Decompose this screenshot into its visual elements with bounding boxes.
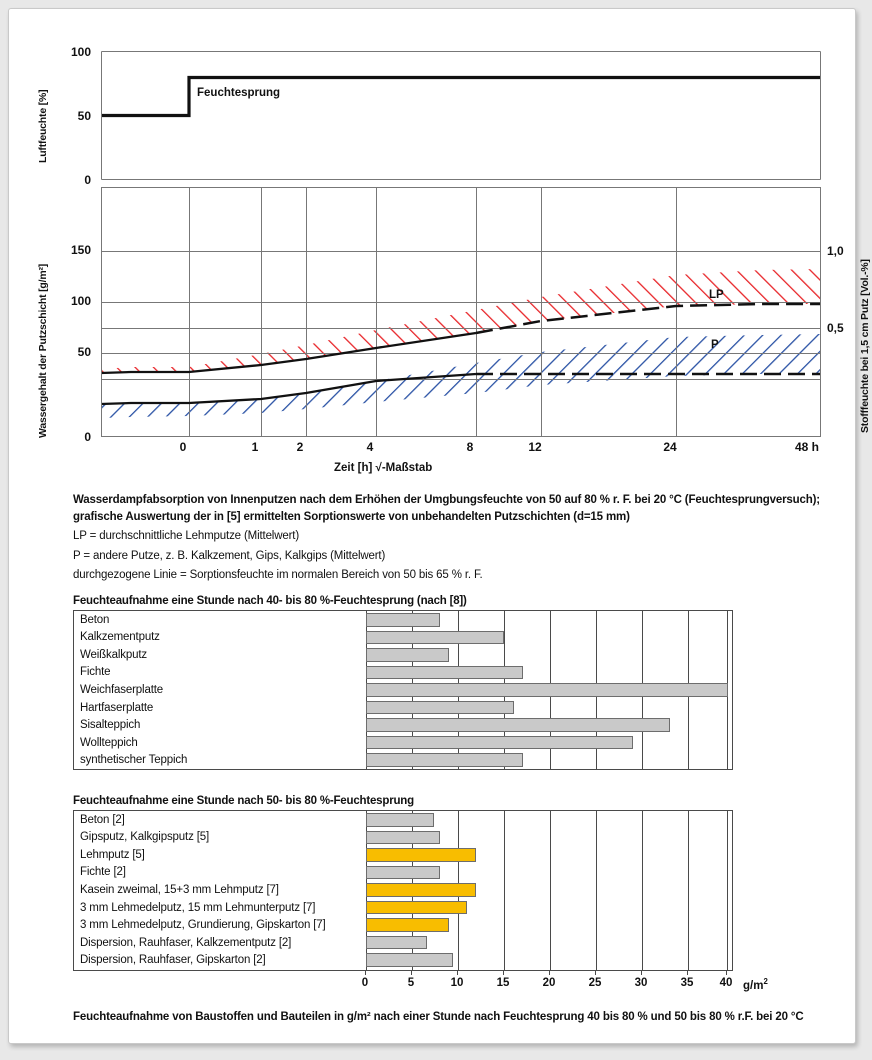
gridline-25 bbox=[596, 811, 597, 970]
bar bbox=[366, 848, 476, 862]
bar bbox=[366, 683, 728, 697]
sorption-ytick-150: 150 bbox=[70, 243, 91, 257]
caption-line-2: grafische Auswertung der in [5] ermittelten Sorptionswerte von unbehandelten Putzschichten (d=15 mm) bbox=[73, 510, 630, 523]
row-label: Fichte bbox=[80, 666, 111, 679]
figure-caption-top bbox=[73, 492, 843, 584]
bar bbox=[366, 613, 440, 627]
gridline-40 bbox=[727, 811, 728, 970]
row-label: synthetischer Teppich bbox=[80, 754, 188, 767]
axis-tick-35 bbox=[687, 970, 688, 975]
bar bbox=[366, 918, 449, 932]
axis-ticklabel-25: 25 bbox=[588, 977, 602, 989]
sorption-chart bbox=[37, 187, 871, 474]
table-row bbox=[74, 951, 732, 969]
caption-line-1: Wasserdampfabsorption von Innenputzen nach dem Erhöhen der Umgbungsfeuchte von 50 auf 80 % r. F. bei 20 °C (Feuchtesprungversuch); bbox=[73, 494, 820, 506]
axis-ticklabel-15: 15 bbox=[496, 977, 510, 989]
table-row bbox=[74, 611, 732, 629]
barchart-40-80-table bbox=[73, 610, 733, 770]
sorption-xtick-8: 8 bbox=[466, 440, 474, 454]
table-row bbox=[74, 629, 732, 647]
bar bbox=[366, 753, 523, 767]
row-label: Sisalteppich bbox=[80, 719, 141, 732]
table-row bbox=[74, 864, 732, 882]
gridline-35 bbox=[688, 811, 689, 970]
sorption-xtick-4: 4 bbox=[366, 440, 374, 454]
caption-line-3: LP = durchschnittliche Lehmputze (Mittelwert) bbox=[73, 530, 300, 542]
sorption-right-axis-title: Stofffeuchte bei 1,5 cm Putz [Vol.-%] bbox=[859, 259, 871, 433]
series-tag-p: P bbox=[711, 339, 719, 351]
sorption-ytick-100: 100 bbox=[70, 294, 91, 308]
row-label: Beton [2] bbox=[80, 813, 125, 826]
row-label: Kalkzementputz bbox=[80, 631, 160, 644]
row-label: Dispersion, Rauhfaser, Gipskarton [2] bbox=[80, 954, 266, 967]
barchart-40-80-title: Feuchteaufnahme eine Stunde nach 40- bis 80 %-Feuchtesprung (nach [8]) bbox=[73, 595, 467, 607]
series-tag-lp: LP bbox=[709, 289, 724, 301]
row-label: Weichfaserplatte bbox=[80, 683, 164, 696]
table-row bbox=[74, 829, 732, 847]
caption-line-5: durchgezogene Linie = Sorptionsfeuchte im normalen Bereich von 50 bis 65 % r. F. bbox=[73, 569, 483, 581]
table-row bbox=[74, 899, 732, 917]
row-label: Wollteppich bbox=[80, 736, 138, 749]
humidity-ytick-0: 0 bbox=[84, 173, 91, 187]
bar bbox=[366, 883, 476, 897]
row-label: Dispersion, Rauhfaser, Kalkzementputz [2] bbox=[80, 936, 292, 949]
humidity-plot bbox=[101, 37, 821, 189]
barchart-40-80-block bbox=[73, 595, 843, 770]
bar bbox=[366, 936, 427, 950]
sorption-x-axis-title: Zeit [h] √-Maßstab bbox=[334, 462, 433, 474]
bar bbox=[366, 953, 453, 967]
sorption-y-axis-title: Wassergehalt der Putzschicht [g/m²] bbox=[37, 263, 49, 438]
bar bbox=[366, 666, 523, 680]
bar bbox=[366, 631, 504, 645]
sorption-xtick-48: 48 h bbox=[794, 440, 819, 454]
axis-tick-20 bbox=[549, 970, 550, 975]
axis-ticklabel-5: 5 bbox=[407, 977, 415, 989]
bar bbox=[366, 866, 440, 880]
axis-tick-25 bbox=[595, 970, 596, 975]
barchart-50-80-title: Feuchteaufnahme eine Stunde nach 50- bis 80 %-Feuchtesprung bbox=[73, 795, 414, 807]
row-label: Weißkalkputz bbox=[80, 648, 148, 661]
sorption-right-ytick-05: 0,5 bbox=[827, 321, 844, 335]
axis-tick-10 bbox=[457, 970, 458, 975]
bar bbox=[366, 736, 633, 750]
humidity-ytick-100: 100 bbox=[70, 45, 91, 59]
gridline-15 bbox=[504, 811, 505, 970]
barchart-50-80-table bbox=[73, 810, 733, 970]
row-label: 3 mm Lehmedelputz, Grundierung, Gipskarton [7] bbox=[80, 919, 326, 932]
figure-page bbox=[8, 8, 871, 1044]
caption-line-4: P = andere Putze, z. B. Kalkzement, Gips, Kalkgips (Mittelwert) bbox=[73, 549, 386, 562]
axis-ticklabel-40: 40 bbox=[719, 977, 733, 989]
row-label: Fichte [2] bbox=[80, 866, 126, 879]
axis-tick-5 bbox=[411, 970, 412, 975]
humidity-step-chart bbox=[39, 37, 829, 189]
bar bbox=[366, 813, 434, 827]
sorption-ytick-0: 0 bbox=[84, 430, 91, 444]
sorption-xtick-24: 24 bbox=[663, 440, 677, 454]
barchart-50-80-block bbox=[73, 795, 863, 996]
sorption-ytick-50: 50 bbox=[77, 345, 91, 359]
barchart-50-80-axis bbox=[73, 970, 768, 996]
axis-ticklabel-20: 20 bbox=[542, 977, 556, 989]
sorption-xtick-12: 12 bbox=[528, 440, 542, 454]
axis-tick-15 bbox=[503, 970, 504, 975]
row-label: Gipsputz, Kalkgipsputz [5] bbox=[80, 831, 210, 844]
figure-caption-bottom: Feuchteaufnahme von Baustoffen und Bauteilen in g/m² nach einer Stunde nach Feuchtesprung 40 bis 80 % und 50 bis 80 % r.F. bei 20 °C bbox=[73, 1011, 804, 1023]
table-row bbox=[74, 881, 732, 899]
table-row bbox=[74, 916, 732, 934]
bar bbox=[366, 718, 670, 732]
table-row bbox=[74, 751, 732, 769]
sorption-xtick-1: 1 bbox=[251, 440, 259, 454]
humidity-ytick-50: 50 bbox=[77, 109, 91, 123]
axis-ticklabel-30: 30 bbox=[634, 977, 648, 989]
table-row bbox=[74, 811, 732, 829]
bar bbox=[366, 701, 514, 715]
sorption-xtick-2: 2 bbox=[296, 440, 304, 454]
axis-line bbox=[73, 970, 733, 971]
axis-tick-30 bbox=[641, 970, 642, 975]
row-label: 3 mm Lehmedelputz, 15 mm Lehmunterputz [7] bbox=[80, 901, 316, 914]
table-row bbox=[74, 846, 732, 864]
table-row bbox=[74, 934, 732, 952]
table-row bbox=[74, 646, 732, 664]
table-row bbox=[74, 716, 732, 734]
axis-tick-0 bbox=[365, 970, 366, 975]
table-row bbox=[74, 734, 732, 752]
axis-tick-40 bbox=[726, 970, 727, 975]
row-label: Beton bbox=[80, 613, 110, 626]
feuchtesprung-annotation: Feuchtesprung bbox=[197, 87, 281, 99]
table-row bbox=[74, 664, 732, 682]
table-row bbox=[74, 681, 732, 699]
humidity-y-axis-title: Luftfeuchte [%] bbox=[37, 89, 49, 163]
table-row bbox=[74, 699, 732, 717]
bar bbox=[366, 901, 467, 915]
bar bbox=[366, 648, 449, 662]
sorption-xtick-0: 0 bbox=[179, 440, 187, 454]
bar bbox=[366, 831, 440, 845]
row-label: Hartfaserplatte bbox=[80, 701, 154, 714]
axis-ticklabel-10: 10 bbox=[450, 977, 464, 989]
sorption-plot bbox=[101, 187, 821, 449]
row-label: Lehmputz [5] bbox=[80, 848, 145, 861]
gridline-30 bbox=[642, 811, 643, 970]
sorption-right-ytick-10: 1,0 bbox=[827, 244, 844, 258]
row-label: Kasein zweimal, 15+3 mm Lehmputz [7] bbox=[80, 883, 279, 896]
gridline-20 bbox=[550, 811, 551, 970]
axis-ticklabel-0: 0 bbox=[361, 977, 369, 989]
axis-ticklabel-35: 35 bbox=[680, 977, 694, 989]
axis-unit-label: $g/m^2$ bbox=[743, 977, 768, 992]
